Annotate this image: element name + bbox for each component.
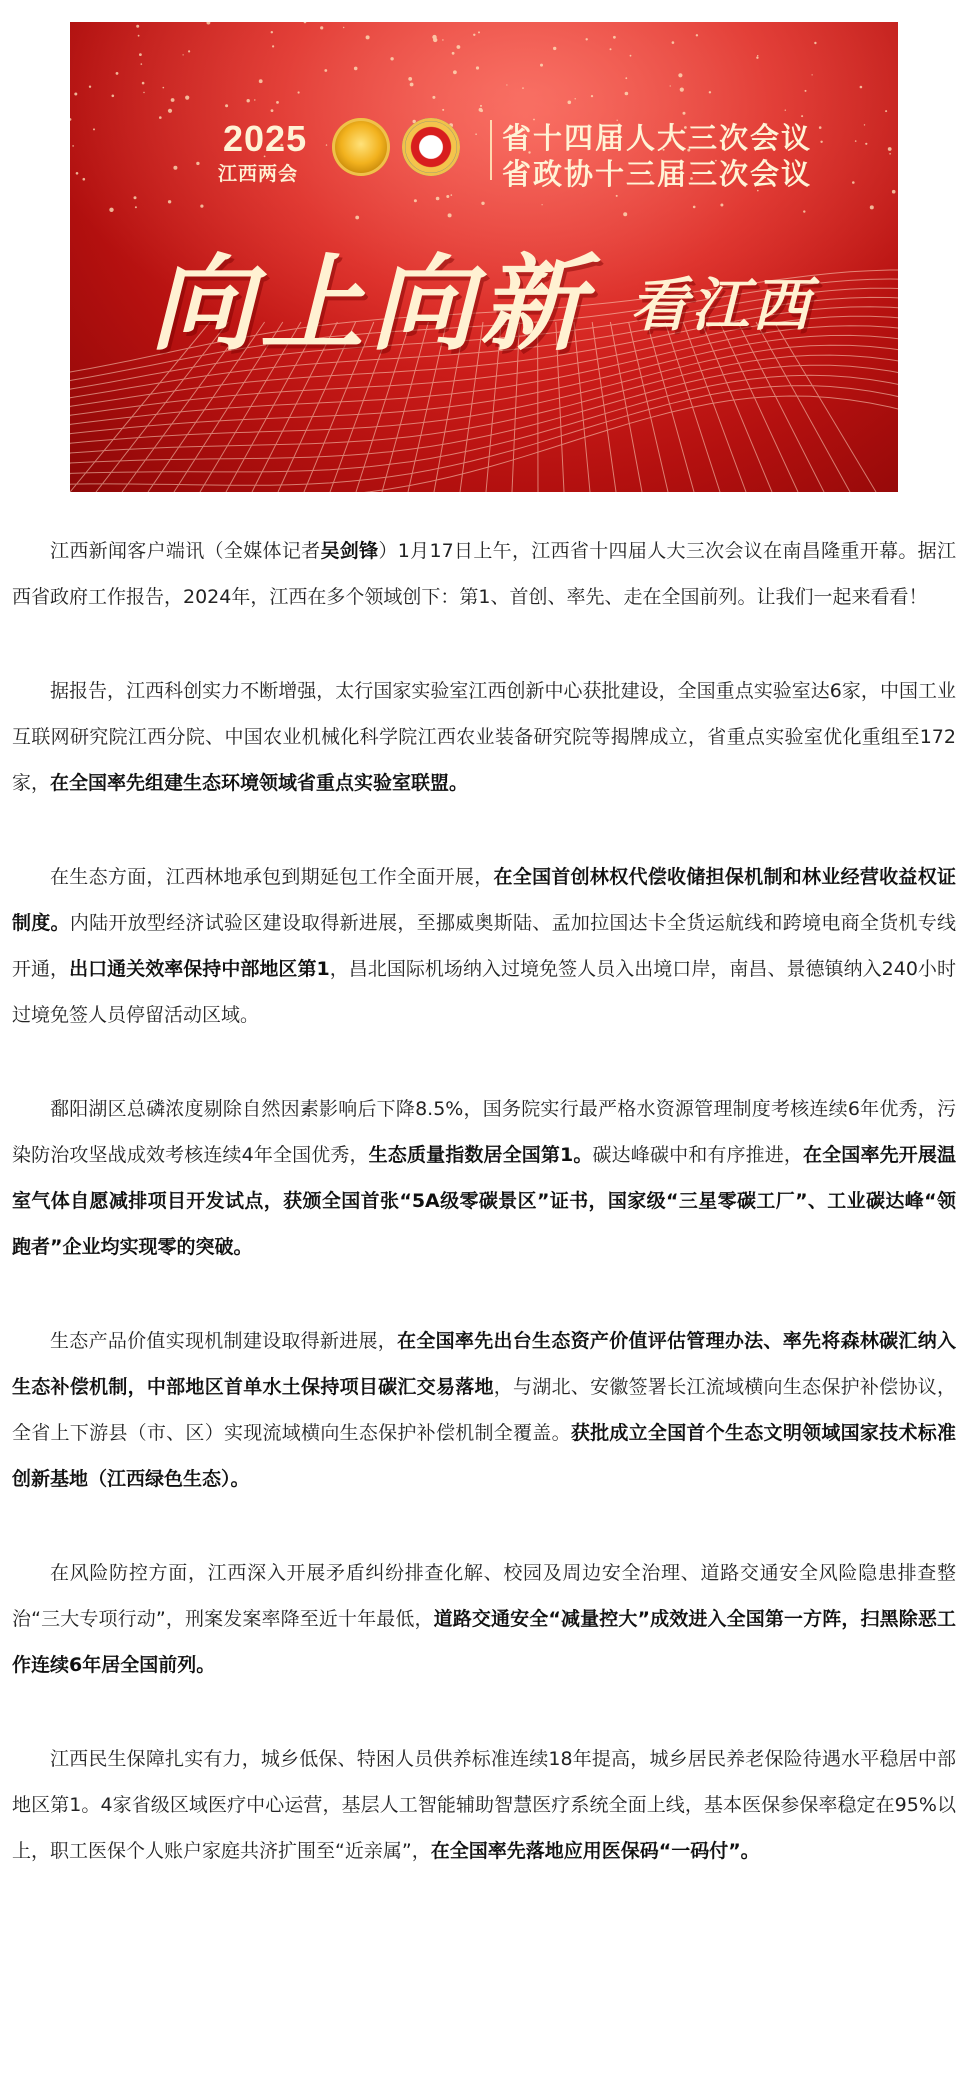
banner-slogan: 向上向新 <box>150 242 591 365</box>
banner-meeting-line1: 省十四届人大三次会议 <box>502 121 813 155</box>
bold-text: 在全国率先组建生态环境领域省重点实验室联盟。 <box>50 772 469 794</box>
bold-text: 获批成立全国首个生态文明领域国家技术标准创新基地（江西绿色生态）。 <box>12 1422 956 1490</box>
bold-text: 道路交通安全“减量控大”成效进入全国第一方阵，扫黑除恶工作连续6年居全国前列。 <box>12 1608 956 1676</box>
bold-text: 生态质量指数居全国第1。 <box>368 1144 593 1166</box>
text-run: 生态产品价值实现机制建设取得新进展， <box>50 1330 398 1352</box>
text-run: 江西新闻客户端讯（全媒体记者 <box>50 540 321 562</box>
cppcc-emblem-icon <box>402 118 460 176</box>
paragraph <box>12 528 956 620</box>
bold-text: 在全国率先开展温室气体自愿减排项目开发试点，获颁全国首张“5A级零碳景区”证书，国家级“三星零碳工厂”、工业碳达峰“领跑者”企业均实现零的突破。 <box>12 1144 956 1258</box>
text-run: 鄱阳湖区总磷浓度剔除自然因素影响后下降8.5%，国务院实行最严格水资源管理制度考核连续6年优秀，污染防治攻坚战成效考核连续4年全国优秀， <box>12 1098 956 1166</box>
paragraph <box>12 1318 956 1502</box>
bold-text: 在全国率先落地应用医保码“一码付”。 <box>430 1840 760 1862</box>
text-run: 碳达峰碳中和有序推进， <box>592 1144 804 1166</box>
banner-year: 2025 <box>223 118 308 159</box>
paragraph <box>12 1736 956 1874</box>
paragraph <box>12 668 956 806</box>
bold-text: 在全国首创林权代偿收储担保机制和林业经营收益权证制度。 <box>12 866 956 934</box>
text-run: ）1月17日上午，江西省十四届人大三次会议在南昌隆重开幕。据江西省政府工作报告，2024年，江西在多个领域创下：第1、首创、率先、走在全国前列。让我们一起来看看！ <box>12 540 956 608</box>
text-run: 据报告，江西科创实力不断增强，太行国家实验室江西创新中心获批建设，全国重点实验室达6家，中国工业互联网研究院江西分院、中国农业机械化科学院江西农业装备研究院等揭牌成立，省重点实验室优化重组至172家， <box>12 680 956 794</box>
text-run: ，昌北国际机场纳入过境免签人员入出境口岸，南昌、景德镇纳入240小时过境免签人员停留活动区域。 <box>12 958 956 1026</box>
banner-image <box>70 22 898 492</box>
text-run: 江西民生保障扎实有力，城乡低保、特困人员供养标准连续18年提高，城乡居民养老保险待遇水平稳居中部地区第1。4家省级区域医疗中心运营，基层人工智能辅助智慧医疗系统全面上线，基本医保参保率稳定在95%以上，职工医保个人账户家庭共济扩围至“近亲属”， <box>12 1748 956 1862</box>
paragraph <box>12 854 956 1038</box>
text-run: 在风险防控方面，江西深入开展矛盾纠纷排查化解、校园及周边安全治理、道路交通安全风险隐患排查整治“三大专项行动”，刑案发案率降至近十年最低， <box>12 1562 956 1630</box>
text-run: 在生态方面，江西林地承包到期延包工作全面开展， <box>50 866 494 888</box>
banner-subtitle: 江西两会 <box>218 163 299 185</box>
paragraph <box>12 1086 956 1270</box>
bold-text: 出口通关效率保持中部地区第1 <box>69 958 330 980</box>
banner-meeting-line2: 省政协十三届三次会议 <box>502 157 813 191</box>
article-body <box>12 528 956 1922</box>
text-run: ，与湖北、安徽签署长江流域横向生态保护补偿协议，全省上下游县（市、区）实现流域横向生态保护补偿机制全覆盖。 <box>12 1376 956 1444</box>
paragraph <box>12 1550 956 1688</box>
text-run: 内陆开放型经济试验区建设取得新进展，至挪威奥斯陆、孟加拉国达卡全货运航线和跨境电商全货机专线开通， <box>12 912 956 980</box>
banner-slogan-side: 看江西 <box>630 271 814 339</box>
banner-divider <box>490 120 492 180</box>
bold-text: 在全国率先出台生态资产价值评估管理办法、率先将森林碳汇纳入生态补偿机制，中部地区首单水土保持项目碳汇交易落地 <box>12 1330 956 1398</box>
bold-text: 吴剑锋 <box>320 540 379 562</box>
national-emblem-icon <box>332 118 390 176</box>
